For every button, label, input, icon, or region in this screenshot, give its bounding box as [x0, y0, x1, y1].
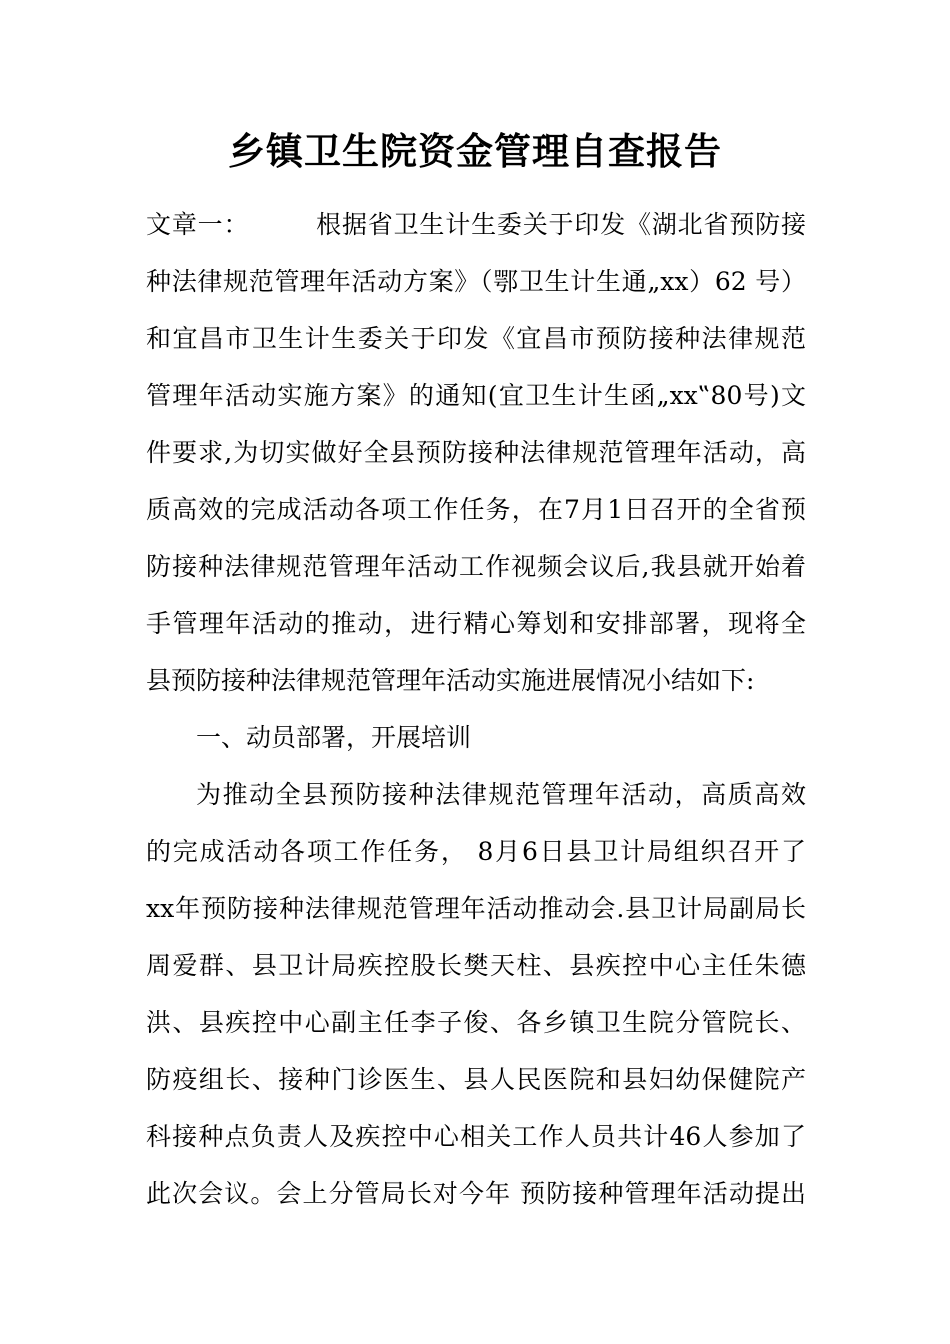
paragraph-line: 此次会议。会上分管局长对今年 预防接种管理年活动提出	[146, 1179, 806, 1208]
paragraph-line: 管理年活动实施方案》的通知(宜卫生计生函„xx‟80号)文	[146, 381, 806, 410]
paragraph-line: 手管理年活动的推动，进行精心筹划和安排部署，现将全	[146, 609, 806, 638]
paragraph-line: 县预防接种法律规范管理年活动实施进展情况小结如下:	[146, 666, 755, 695]
paragraph-line: 种法律规范管理年活动方案》（鄂卫生计生通„xx）62 号）	[146, 267, 806, 296]
paragraph-line: 科接种点负责人及疾控中心相关工作人员共计46人参加了	[146, 1122, 806, 1151]
paragraph-line: 洪、县疾控中心副主任李子俊、各乡镇卫生院分管院长、	[146, 1008, 806, 1037]
paragraph-line	[146, 196, 806, 253]
paragraph-line: 质高效的完成活动各项工作任务，在7月1日召开的全省预	[146, 495, 806, 524]
paragraph-line: 周爱群、县卫计局疾控股长樊天柱、县疾控中心主任朱德	[146, 951, 806, 980]
document-body	[146, 196, 806, 1222]
section-heading: 一、动员部署，开展培训	[196, 723, 472, 752]
paragraph-line: 件要求,为切实做好全县预防接种法律规范管理年活动，高	[146, 438, 806, 467]
paragraph-line: 为推动全县预防接种法律规范管理年活动，高质高效	[196, 780, 806, 809]
article-label: 文章一：	[146, 210, 250, 239]
document-title: 乡镇卫生院资金管理自查报告	[228, 129, 722, 173]
line-text: 根据省卫生计生委关于印发《湖北省预防接	[315, 210, 806, 239]
paragraph-line: 的完成活动各项工作任务， 8月6日县卫计局组织召开了	[146, 837, 806, 866]
paragraph-line: xx年预防接种法律规范管理年活动推动会.县卫计局副局长	[146, 894, 806, 923]
paragraph-line: 和宜昌市卫生计生委关于印发《宜昌市预防接种法律规范	[146, 324, 806, 353]
paragraph-line: 防疫组长、接种门诊医生、县人民医院和县妇幼保健院产	[146, 1065, 806, 1094]
paragraph-line: 防接种法律规范管理年活动工作视频会议后,我县就开始着	[146, 552, 806, 581]
